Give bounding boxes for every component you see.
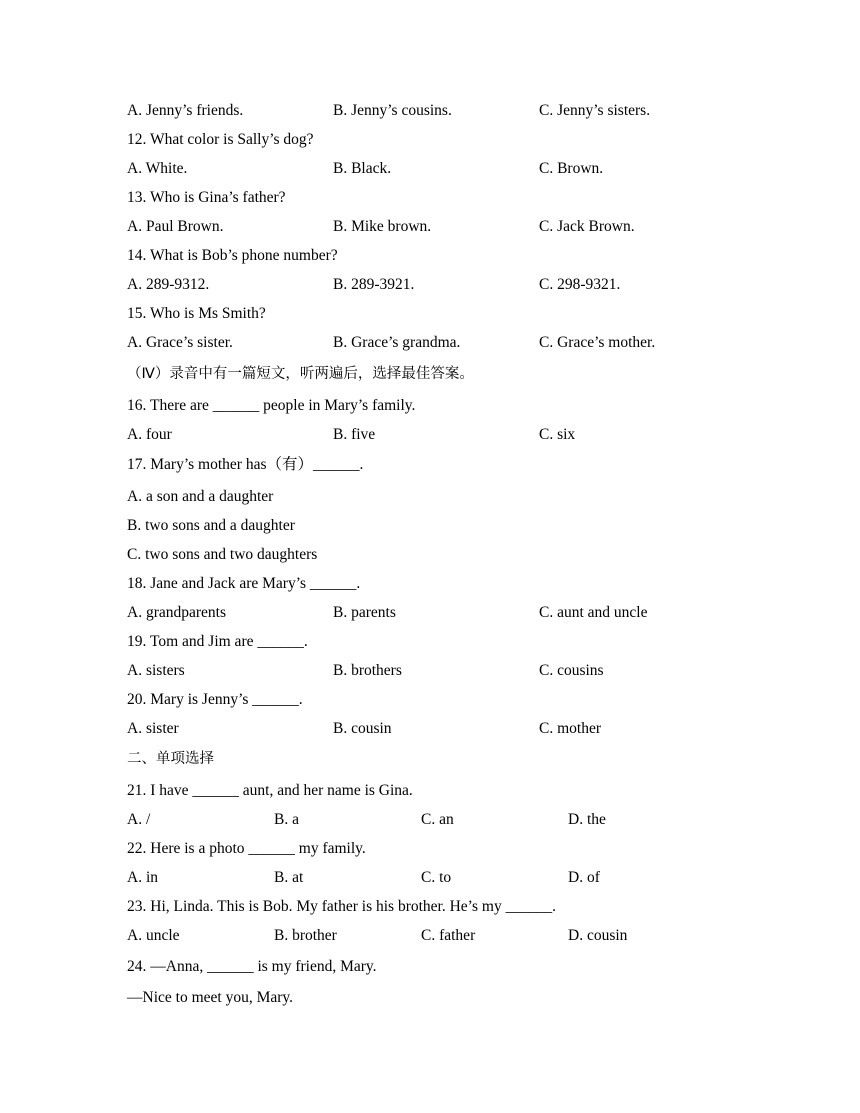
option-a: A. sisters bbox=[127, 662, 185, 679]
option-a: A. White. bbox=[127, 160, 188, 177]
question-18: 18. Jane and Jack are Mary’s ______. bbox=[127, 575, 361, 592]
option-b: B. parents bbox=[333, 604, 396, 621]
option-b: B. at bbox=[274, 869, 304, 886]
option-c: C. mother bbox=[539, 720, 601, 737]
option-a: A. uncle bbox=[127, 927, 180, 944]
q17-option-a: A. a son and a daughter bbox=[127, 488, 274, 505]
question-19: 19. Tom and Jim are ______. bbox=[127, 633, 308, 650]
option-b: B. brothers bbox=[333, 662, 402, 679]
option-b: B. Grace’s grandma. bbox=[333, 334, 461, 351]
option-c: C. father bbox=[421, 927, 476, 944]
option-b: B. 289-3921. bbox=[333, 276, 415, 293]
option-c: C. aunt and uncle bbox=[539, 604, 648, 621]
question-21: 21. I have ______ aunt, and her name is Gina. bbox=[127, 782, 413, 799]
option-b: B. brother bbox=[274, 927, 337, 944]
option-b: B. a bbox=[274, 811, 299, 828]
q17-option-c: C. two sons and two daughters bbox=[127, 546, 318, 563]
option-a: A. / bbox=[127, 811, 151, 828]
option-a: A. Paul Brown. bbox=[127, 218, 224, 235]
option-a: A. sister bbox=[127, 720, 179, 737]
option-c: C. an bbox=[421, 811, 454, 828]
option-c: C. Grace’s mother. bbox=[539, 334, 656, 351]
option-c: C. Jack Brown. bbox=[539, 218, 635, 235]
option-b: B. Black. bbox=[333, 160, 392, 177]
option-a: A. 289-9312. bbox=[127, 276, 210, 293]
option-c: C. to bbox=[421, 869, 452, 886]
part-2-heading: 二、单项选择 bbox=[127, 751, 214, 767]
option-b: B. cousin bbox=[333, 720, 392, 737]
question-12: 12. What color is Sally’s dog? bbox=[127, 131, 314, 148]
option-c: C. Brown. bbox=[539, 160, 604, 177]
option-a: A. grandparents bbox=[127, 604, 226, 621]
question-17: 17. Mary’s mother has（有）______. bbox=[127, 456, 364, 473]
question-24-reply: —Nice to meet you, Mary. bbox=[127, 989, 294, 1006]
option-c: C. Jenny’s sisters. bbox=[539, 102, 651, 119]
option-a: A. Grace’s sister. bbox=[127, 334, 233, 351]
option-a: A. Jenny’s friends. bbox=[127, 102, 244, 119]
question-13: 13. Who is Gina’s father? bbox=[127, 189, 286, 206]
option-c: C. 298-9321. bbox=[539, 276, 621, 293]
question-23: 23. Hi, Linda. This is Bob. My father is his brother. He’s my ______. bbox=[127, 898, 556, 915]
option-c: C. cousins bbox=[539, 662, 604, 679]
option-a: A. four bbox=[127, 426, 172, 443]
question-20: 20. Mary is Jenny’s ______. bbox=[127, 691, 303, 708]
question-16: 16. There are ______ people in Mary’s family. bbox=[127, 397, 416, 414]
question-14: 14. What is Bob’s phone number? bbox=[127, 247, 338, 264]
q17-option-b: B. two sons and a daughter bbox=[127, 517, 295, 534]
option-d: D. cousin bbox=[568, 927, 628, 944]
option-d: D. of bbox=[568, 869, 600, 886]
option-b: B. five bbox=[333, 426, 376, 443]
option-c: C. six bbox=[539, 426, 576, 443]
option-a: A. in bbox=[127, 869, 158, 886]
question-15: 15. Who is Ms Smith? bbox=[127, 305, 266, 322]
option-b: B. Mike brown. bbox=[333, 218, 432, 235]
question-22: 22. Here is a photo ______ my family. bbox=[127, 840, 366, 857]
option-b: B. Jenny’s cousins. bbox=[333, 102, 452, 119]
question-24: 24. —Anna, ______ is my friend, Mary. bbox=[127, 958, 377, 975]
option-d: D. the bbox=[568, 811, 606, 828]
section-4-heading: （Ⅳ）录音中有一篇短文，听两遍后，选择最佳答案。 bbox=[127, 366, 474, 382]
